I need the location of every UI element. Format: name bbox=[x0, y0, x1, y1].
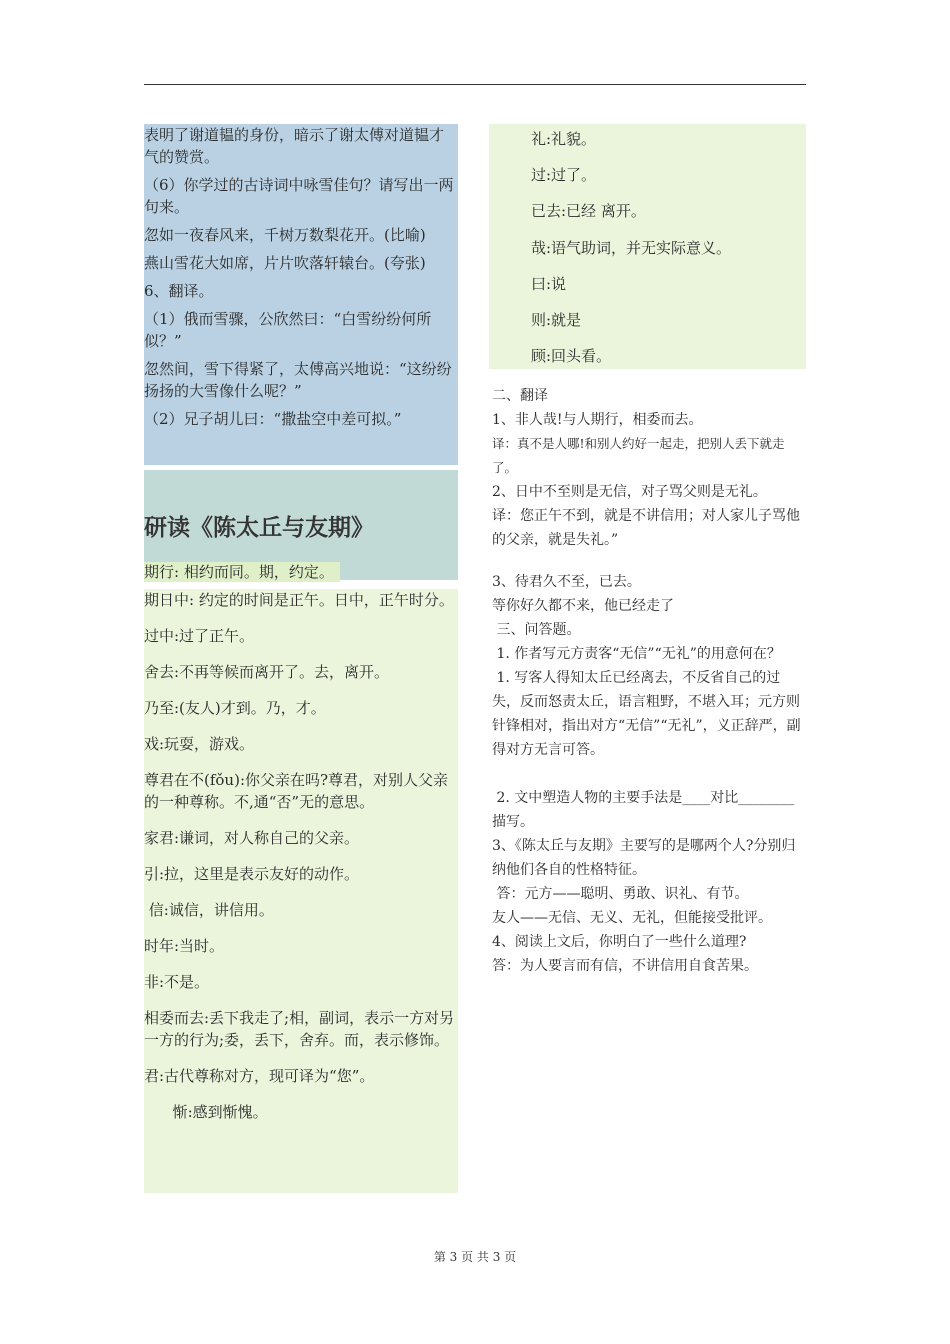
vocab-item: 家君:谦词，对人称自己的父亲。 bbox=[144, 829, 360, 847]
question: 4、阅读上文后，你明白了一些什么道理? bbox=[492, 934, 747, 950]
translation-and-questions bbox=[492, 384, 808, 978]
vocab-item: 引:拉，这里是表示友好的动作。 bbox=[144, 865, 360, 883]
right-vocabulary-block bbox=[489, 124, 806, 369]
vocab-item: 惭:感到惭愧。 bbox=[144, 1103, 268, 1121]
answer: 友人——无信、无义、无礼，但能接受批评。 bbox=[492, 910, 772, 926]
vocab-item: 过:过了。 bbox=[531, 166, 597, 185]
vocab-item: 顾:回头看。 bbox=[531, 347, 612, 366]
text-line: （2）兄子胡儿曰：“撒盐空中差可拟。” bbox=[144, 410, 402, 428]
text-line: 燕山雪花大如席，片片吹落轩辕台。(夸张) bbox=[144, 254, 426, 272]
vocab-item: 已去:已经 离开。 bbox=[531, 202, 646, 221]
left-vocabulary-block bbox=[144, 589, 458, 1193]
sentence: 3、待君久不至，已去。 bbox=[492, 574, 641, 590]
text-line: 忽如一夜春风来，千树万数梨花开。(比喻) bbox=[144, 226, 426, 244]
definition-qixing: 期行: 相约而同。期，约定。 bbox=[144, 562, 340, 582]
vocab-item: 乃至:(友人)才到。乃，才。 bbox=[144, 699, 326, 717]
sentence: 1、非人哉!与人期行，相委而去。 bbox=[492, 412, 703, 428]
translation: 译：真不是人哪!和别人约好一起走，把别人丢下就走了。 bbox=[492, 436, 785, 475]
question: 1. 作者写元方责客“无信”“无礼”的用意何在？ bbox=[492, 646, 781, 662]
text-line: （1）俄而雪骤，公欣然曰：“白雪纷纷何所似？” bbox=[144, 310, 432, 350]
vocab-item: 相委而去:丢下我走了;相，副词，表示一方对另一方的行为;委，丢下，舍弃。而，表示修饰。 bbox=[144, 1009, 455, 1049]
vocab-item: 戏:玩耍，游戏。 bbox=[144, 735, 255, 753]
vocab-item: 曰:说 bbox=[531, 274, 567, 293]
vocab-item: 时年:当时。 bbox=[144, 937, 225, 955]
section-title: 三、问答题。 bbox=[492, 622, 581, 638]
vocab-item: 非:不是。 bbox=[144, 973, 210, 991]
vocab-item: 过中:过了正午。 bbox=[144, 627, 255, 645]
vocab-item: 期日中: 约定的时间是正午。日中，正午时分。 bbox=[144, 591, 454, 609]
vocab-item: 尊君在不(fǒu):你父亲在吗?尊君，对别人父亲的一种尊称。不,通“否”无的意思。 bbox=[144, 771, 449, 811]
vocab-item: 则:就是 bbox=[531, 310, 582, 329]
left-top-highlight-block bbox=[144, 124, 458, 465]
text-line: 忽然间，雪下得紧了，太傅高兴地说：“这纷纷扬扬的大雪像什么呢？” bbox=[144, 360, 452, 400]
answer: 答：元方——聪明、勇敢、识礼、有节。 bbox=[492, 886, 749, 902]
translation: 等你好久都不来，他已经走了 bbox=[492, 598, 674, 614]
translation: 译：您正午不到，就是不讲信用；对人家儿子骂他的父亲，就是失礼。” bbox=[492, 508, 800, 548]
vocab-item: 礼:礼貌。 bbox=[531, 130, 597, 148]
question: 2. 文中塑造人物的主要手法是____对比________描写。 bbox=[492, 790, 795, 830]
answer: 答：为人要言而有信，不讲信用自食苦果。 bbox=[492, 958, 758, 974]
vocab-item: 舍去:不再等候而离开了。去，离开。 bbox=[144, 663, 390, 681]
sentence: 2、日中不至则是无信，对子骂父则是无礼。 bbox=[492, 484, 767, 500]
section-heading: 研读《陈太丘与友期》 bbox=[144, 514, 374, 541]
text-line: 表明了谢道韫的身份，暗示了谢太傅对道韫才气的赞赏。 bbox=[144, 126, 445, 166]
header-rule bbox=[144, 84, 806, 85]
question: 3、《陈太丘与友期》主要写的是哪两个人?分别归纳他们各自的性格特征。 bbox=[492, 838, 796, 878]
vocab-item: 君:古代尊称对方，现可译为“您”。 bbox=[144, 1067, 375, 1085]
vocab-item: 信:诚信，讲信用。 bbox=[144, 901, 274, 919]
page-footer: 第 3 页 共 3 页 bbox=[433, 1250, 517, 1264]
section-title: 二、翻译 bbox=[492, 388, 548, 404]
text-line: （6）你学过的古诗词中咏雪佳句？请写出一两句来。 bbox=[144, 176, 454, 216]
text-line: 6、翻译。 bbox=[144, 282, 214, 300]
vocab-item: 哉:语气助词，并无实际意义。 bbox=[531, 238, 732, 257]
answer: 1. 写客人得知太丘已经离去，不反省自己的过失，反而怒责太丘，语言粗野，不堪入耳；元方则针锋相对，指出对方“无信”“无礼”，义正辞严，副得对方无言可答。 bbox=[492, 670, 801, 758]
